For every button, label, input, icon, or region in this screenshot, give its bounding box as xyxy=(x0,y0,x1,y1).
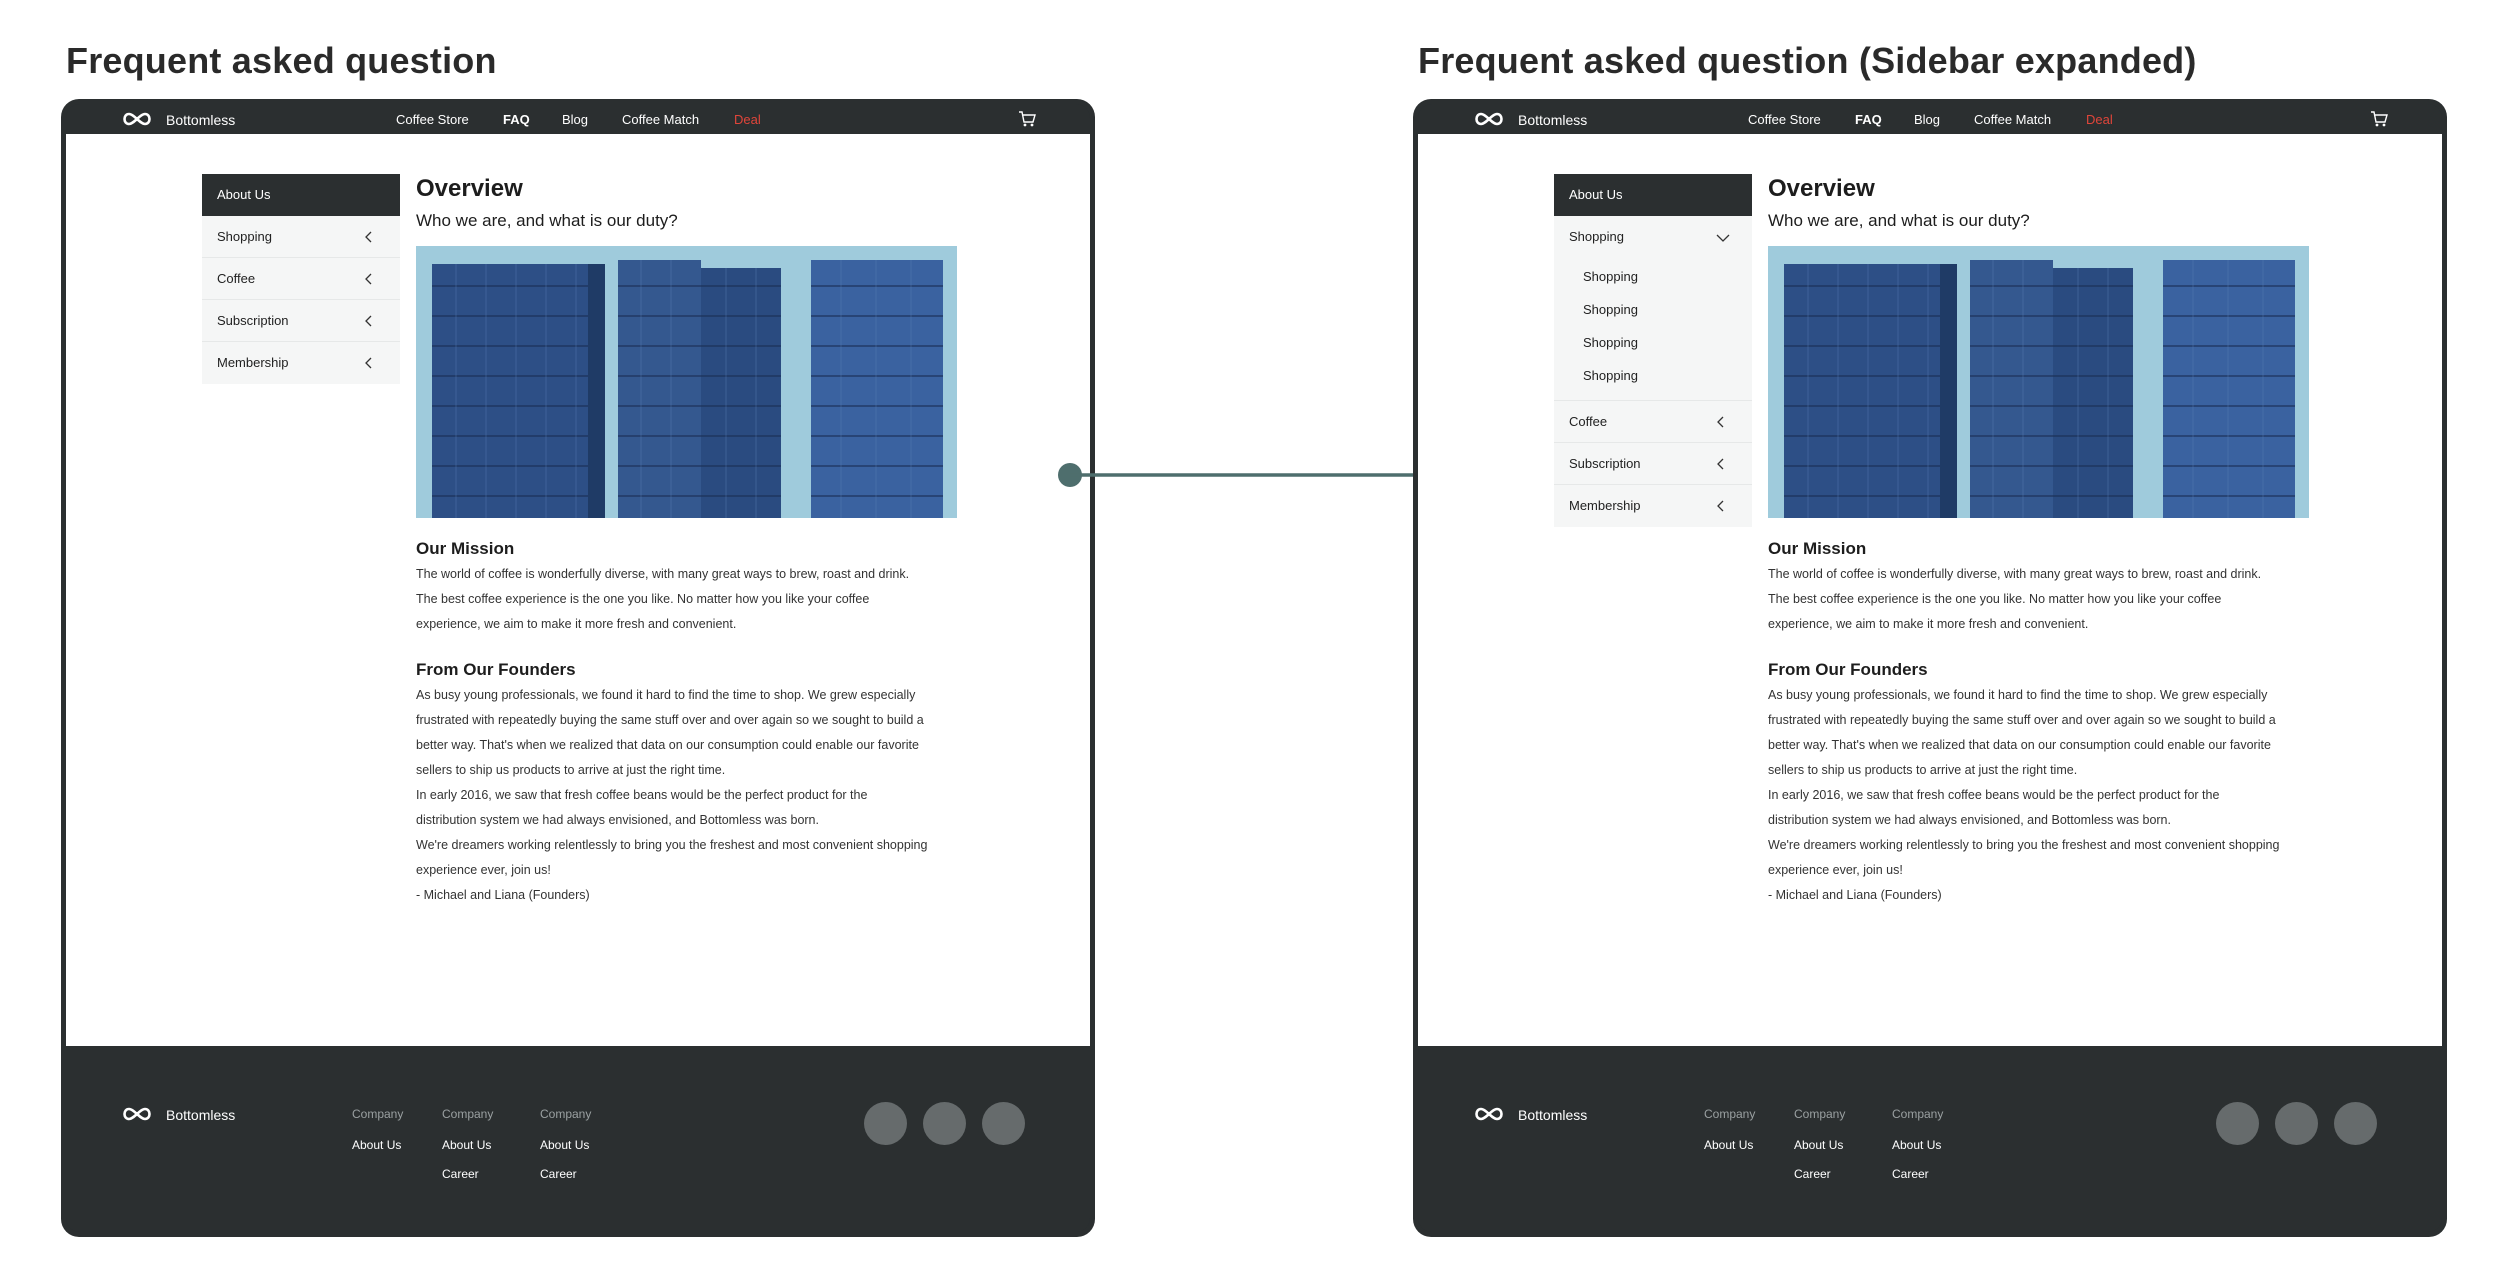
chevron-down-icon xyxy=(1716,233,1730,243)
founders-line: sellers to ship us products to arrive at just the right time. xyxy=(1768,763,2078,777)
infinity-logo-icon[interactable] xyxy=(120,1106,154,1122)
chevron-left-icon xyxy=(364,315,374,327)
sidebar-item-label: Shopping xyxy=(1569,229,1624,244)
nav-link-coffee-store[interactable]: Coffee Store xyxy=(1748,112,1821,127)
founders-heading: From Our Founders xyxy=(416,660,576,679)
founders-heading: From Our Founders xyxy=(1768,660,1928,679)
footer-column-title: Company xyxy=(1794,1107,1846,1121)
mission-line: The world of coffee is wonderfully diverse, with many great ways to brew, roast and drink. xyxy=(416,567,910,581)
shopping-submenu xyxy=(1554,258,1752,401)
content-area-left xyxy=(66,134,1090,1046)
submenu-item-shopping[interactable]: Shopping xyxy=(1583,302,1638,317)
social-icon[interactable] xyxy=(2216,1102,2259,1145)
footer-link-about-us[interactable]: About Us xyxy=(1794,1138,1844,1152)
footer-column xyxy=(352,1107,403,1167)
founders-line: As busy young professionals, we found it hard to find the time to shop. We grew especially xyxy=(416,688,916,702)
transition-arrow-icon xyxy=(1056,460,1456,490)
office-buildings-image xyxy=(1768,246,2309,518)
footer-column-title: Company xyxy=(1704,1107,1756,1121)
cart-icon[interactable] xyxy=(2370,110,2388,128)
sidebar-item-shopping[interactable] xyxy=(202,216,400,258)
sidebar-item-label: Membership xyxy=(217,355,289,370)
founders-line: distribution system we had always envisioned, and Bottomless was born. xyxy=(416,813,819,827)
nav-link-coffee-match[interactable]: Coffee Match xyxy=(622,112,700,127)
chevron-left-icon xyxy=(1716,458,1726,470)
footer-column xyxy=(540,1107,591,1196)
chevron-left-icon xyxy=(1716,416,1726,428)
footer-link-career[interactable]: Career xyxy=(442,1167,479,1181)
footer-link-about-us[interactable]: About Us xyxy=(1892,1138,1942,1152)
mission-line: The best coffee experience is the one you like. No matter how you like your coffee xyxy=(1768,592,2222,606)
social-icon[interactable] xyxy=(923,1102,966,1145)
browser-frame-left xyxy=(61,99,1095,1237)
founders-line: frustrated with repeatedly buying the same stuff over and over again so we sought to build a xyxy=(416,713,924,727)
chevron-left-icon xyxy=(364,273,374,285)
infinity-logo-icon[interactable] xyxy=(1472,111,1506,127)
page-title-right: Frequent asked question (Sidebar expanded) xyxy=(1418,40,2197,81)
sidebar-item-coffee[interactable] xyxy=(202,258,400,300)
nav-link-faq[interactable]: FAQ xyxy=(1855,112,1882,127)
founders-line: distribution system we had always envisioned, and Bottomless was born. xyxy=(1768,813,2171,827)
faq-sidebar-right xyxy=(1554,174,1752,527)
founders-line: As busy young professionals, we found it hard to find the time to shop. We grew especially xyxy=(1768,688,2268,702)
mission-heading: Our Mission xyxy=(1768,539,1867,558)
footer-left xyxy=(66,1046,1090,1232)
mission-line: The world of coffee is wonderfully diverse, with many great ways to brew, roast and drink. xyxy=(1768,567,2262,581)
social-icon[interactable] xyxy=(864,1102,907,1145)
faq-sidebar-left xyxy=(202,174,400,384)
faq-article-right xyxy=(1768,174,2313,908)
footer-link-career[interactable]: Career xyxy=(540,1167,577,1181)
chevron-left-icon xyxy=(364,231,374,243)
founders-line: frustrated with repeatedly buying the same stuff over and over again so we sought to build a xyxy=(1768,713,2276,727)
content-area-right xyxy=(1418,134,2442,1046)
sidebar-item-about-us[interactable] xyxy=(1554,174,1752,216)
page-title-left: Frequent asked question xyxy=(66,40,497,81)
screen-left xyxy=(66,104,1090,1232)
submenu-item-shopping[interactable]: Shopping xyxy=(1583,368,1638,383)
screen-right xyxy=(1418,104,2442,1232)
sidebar-item-label: Membership xyxy=(1569,498,1641,513)
founders-signature: - Michael and Liana (Founders) xyxy=(416,888,590,902)
sidebar-item-label: About Us xyxy=(217,187,271,202)
founders-line: We're dreamers working relentlessly to bring you the freshest and most convenient shopping xyxy=(416,838,928,852)
faq-article-left xyxy=(416,174,961,908)
sidebar-item-membership[interactable] xyxy=(202,342,400,384)
founders-line: better way. That's when we realized that data on our consumption could enable our favorite xyxy=(416,738,919,752)
sidebar-item-about-us[interactable] xyxy=(202,174,400,216)
footer-column-title: Company xyxy=(352,1107,404,1121)
infinity-logo-icon[interactable] xyxy=(1472,1106,1506,1122)
sidebar-item-shopping[interactable] xyxy=(1554,216,1752,258)
sidebar-item-label: Coffee xyxy=(217,271,256,286)
top-nav-left xyxy=(66,104,1090,134)
article-title: Overview xyxy=(416,175,523,202)
infinity-logo-icon[interactable] xyxy=(120,111,154,127)
nav-link-coffee-match[interactable]: Coffee Match xyxy=(1974,112,2052,127)
footer-column-title: Company xyxy=(540,1107,592,1121)
browser-frame-right xyxy=(1413,99,2447,1237)
submenu-item-shopping[interactable]: Shopping xyxy=(1583,335,1638,350)
nav-brand[interactable]: Bottomless xyxy=(166,112,236,128)
nav-brand[interactable]: Bottomless xyxy=(1518,112,1588,128)
footer-column-title: Company xyxy=(1892,1107,1944,1121)
founders-line: experience ever, join us! xyxy=(416,863,551,877)
footer-link-about-us[interactable]: About Us xyxy=(352,1138,402,1152)
mission-heading: Our Mission xyxy=(416,539,515,558)
sidebar-item-label: Subscription xyxy=(1569,456,1641,471)
founders-line: experience ever, join us! xyxy=(1768,863,1903,877)
footer-column xyxy=(1892,1107,1943,1196)
submenu-item-shopping[interactable]: Shopping xyxy=(1583,269,1638,284)
founders-line: better way. That's when we realized that data on our consumption could enable our favorite xyxy=(1768,738,2271,752)
top-nav-right xyxy=(1418,104,2442,134)
founders-line: We're dreamers working relentlessly to bring you the freshest and most convenient shopping xyxy=(1768,838,2280,852)
sidebar-item-label: Subscription xyxy=(217,313,289,328)
founders-line: In early 2016, we saw that fresh coffee beans would be the perfect product for the xyxy=(416,788,868,802)
sidebar-item-label: Coffee xyxy=(1569,414,1608,429)
social-icon[interactable] xyxy=(2334,1102,2377,1145)
sidebar-item-label: Shopping xyxy=(217,229,272,244)
article-title: Overview xyxy=(1768,175,1875,202)
cart-icon[interactable] xyxy=(1018,110,1036,128)
mission-line: The best coffee experience is the one you like. No matter how you like your coffee xyxy=(416,592,870,606)
nav-link-coffee-store[interactable]: Coffee Store xyxy=(396,112,469,127)
footer-column xyxy=(1794,1107,1845,1196)
footer-brand[interactable]: Bottomless xyxy=(166,1107,236,1123)
nav-link-faq[interactable]: FAQ xyxy=(503,112,530,127)
nav-link-blog[interactable]: Blog xyxy=(562,112,589,127)
article-subtitle: Who we are, and what is our duty? xyxy=(416,211,678,230)
sidebar-item-subscription[interactable] xyxy=(202,300,400,342)
office-buildings-image xyxy=(416,246,957,518)
footer-column xyxy=(442,1107,493,1196)
footer-column-title: Company xyxy=(442,1107,494,1121)
article-subtitle: Who we are, and what is our duty? xyxy=(1768,211,2030,230)
footer-link-career[interactable]: Career xyxy=(1892,1167,1929,1181)
mission-line: experience, we aim to make it more fresh and convenient. xyxy=(1768,617,2089,631)
nav-link-deal[interactable]: Deal xyxy=(734,112,761,127)
nav-link-blog[interactable]: Blog xyxy=(1914,112,1941,127)
footer-right xyxy=(1418,1046,2442,1232)
sidebar-item-membership[interactable] xyxy=(1554,485,1752,527)
footer-brand[interactable]: Bottomless xyxy=(1518,1107,1588,1123)
footer-link-about-us[interactable]: About Us xyxy=(540,1138,590,1152)
footer-link-career[interactable]: Career xyxy=(1794,1167,1831,1181)
founders-line: sellers to ship us products to arrive at just the right time. xyxy=(416,763,726,777)
footer-column xyxy=(1704,1107,1755,1167)
sidebar-item-label: About Us xyxy=(1569,187,1623,202)
footer-link-about-us[interactable]: About Us xyxy=(442,1138,492,1152)
footer-link-about-us[interactable]: About Us xyxy=(1704,1138,1754,1152)
chevron-left-icon xyxy=(1716,500,1726,512)
founders-line: In early 2016, we saw that fresh coffee beans would be the perfect product for the xyxy=(1768,788,2220,802)
founders-signature: - Michael and Liana (Founders) xyxy=(1768,888,1942,902)
sidebar-item-coffee[interactable] xyxy=(1554,401,1752,443)
sidebar-item-subscription[interactable] xyxy=(1554,443,1752,485)
social-icon[interactable] xyxy=(982,1102,1025,1145)
mission-line: experience, we aim to make it more fresh and convenient. xyxy=(416,617,737,631)
chevron-left-icon xyxy=(364,357,374,369)
nav-link-deal[interactable]: Deal xyxy=(2086,112,2113,127)
social-icon[interactable] xyxy=(2275,1102,2318,1145)
